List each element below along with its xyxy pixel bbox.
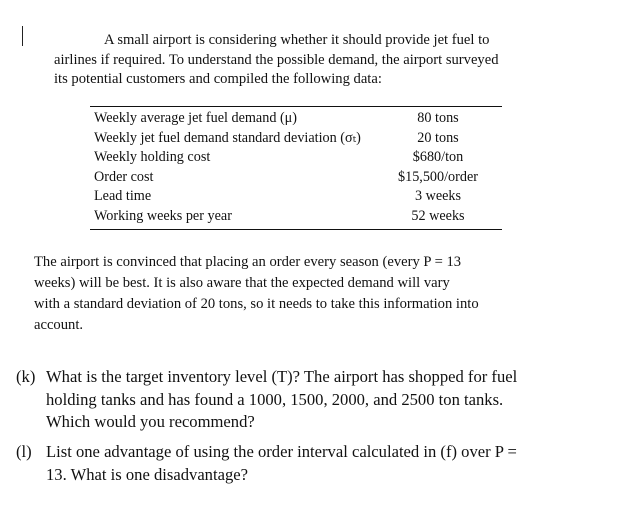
row-label: Working weeks per year — [94, 207, 232, 224]
question-k-line-2: holding tanks and has found a 1000, 1500, 2000, and 2500 ton tanks. — [46, 389, 504, 409]
table-row — [90, 207, 502, 229]
question-l — [16, 441, 576, 486]
question-l-line-2: 13. What is one disadvantage? — [46, 464, 248, 484]
intro-line-1: A small airport is considering whether it should provide jet fuel to — [104, 32, 490, 48]
row-label: Weekly jet fuel demand standard deviation (σₜ) — [94, 129, 361, 146]
table-row — [90, 107, 502, 129]
row-value: 20 tons — [417, 129, 459, 146]
intro-paragraph — [54, 31, 544, 90]
question-k-line-3: Which would you recommend? — [46, 412, 255, 431]
row-value: 80 tons — [417, 110, 459, 126]
middle-line-3: with a standard deviation of 20 tons, so it needs to take this information into — [34, 296, 479, 312]
table-row — [90, 187, 502, 207]
table-row — [90, 148, 502, 168]
question-l-line-1: List one advantage of using the order interval calculated in (f) over P = — [46, 442, 517, 461]
middle-line-4: account. — [34, 317, 84, 333]
row-label: Lead time — [94, 188, 152, 205]
row-label: Weekly holding cost — [94, 149, 211, 166]
row-value: $15,500/order — [398, 168, 478, 185]
assumption-paragraph — [34, 252, 546, 336]
row-label: Order cost — [94, 168, 154, 185]
demand-data-table — [90, 106, 502, 230]
middle-line-2: weeks) will be best. It is also aware that the expected demand will vary — [34, 275, 450, 291]
table-row — [90, 129, 502, 149]
intro-line-3: its potential customers and compiled the following data: — [54, 71, 382, 87]
row-value: 52 weeks — [411, 207, 465, 224]
middle-line-1: The airport is convinced that placing an order every season (every P = 13 — [34, 254, 462, 270]
row-value: 3 weeks — [414, 188, 462, 205]
question-label: (k) — [16, 367, 36, 386]
intro-line-2: airlines if required. To understand the possible demand, the airport surveyed — [54, 51, 499, 68]
row-label: Weekly average jet fuel demand (μ) — [94, 110, 298, 126]
text-cursor-mark — [22, 26, 23, 46]
question-k — [16, 366, 576, 434]
question-label: (l) — [16, 442, 32, 461]
row-value: $680/ton — [412, 149, 464, 166]
table-row — [90, 168, 502, 188]
question-k-line-1: What is the target inventory level (T)? The airport has shopped for fuel — [46, 367, 518, 386]
